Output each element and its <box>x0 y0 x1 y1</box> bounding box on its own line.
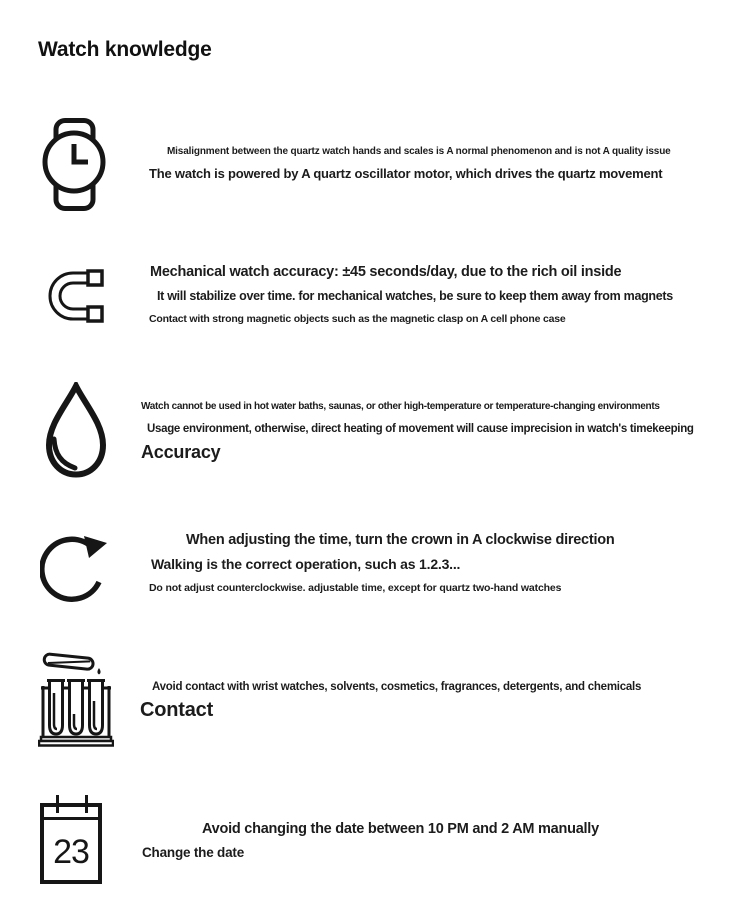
magnet-icon <box>45 265 107 327</box>
section-line: It will stabilize over time. for mechanical watches, be sure to keep them away from magnets <box>157 289 673 303</box>
calendar-ring-icon <box>56 795 59 813</box>
wristwatch-icon <box>42 118 106 211</box>
section-line: Walking is the correct operation, such as 1.2.3... <box>151 556 461 572</box>
section-line: When adjusting the time, turn the crown in A clockwise direction <box>186 532 615 548</box>
section-line: Avoid contact with wrist watches, solvents, cosmetics, fragrances, detergents, and chemicals <box>152 681 642 693</box>
calendar-day-number: 23 <box>53 833 89 871</box>
calendar-icon <box>40 803 102 884</box>
calendar-ring-icon <box>85 795 88 813</box>
section-line: Usage environment, otherwise, direct heating of movement will cause imprecision in watch's timekeeping <box>147 423 694 435</box>
section-heading-accuracy: Accuracy <box>141 442 221 462</box>
section-line: Contact with strong magnetic objects such as the magnetic clasp on A cell phone case <box>149 313 566 325</box>
section-line: The watch is powered by A quartz oscillator motor, which drives the quartz movement <box>149 166 663 181</box>
section-line: Do not adjust counterclockwise. adjustable time, except for quartz two-hand watches <box>149 582 562 594</box>
section-line: Change the date <box>142 845 245 860</box>
section-line: Watch cannot be used in hot water baths, saunas, or other high-temperature or temperature-changing environments <box>141 401 660 412</box>
page-title: Watch knowledge <box>38 38 212 61</box>
section-heading-contact: Contact <box>140 699 214 721</box>
section-line: Misalignment between the quartz watch hands and scales is A normal phenomenon and is not A quality issue <box>167 146 671 157</box>
section-line: Avoid changing the date between 10 PM and 2 AM manually <box>202 821 599 837</box>
test-tubes-icon <box>38 648 114 748</box>
rotate-clockwise-icon <box>40 526 108 608</box>
calendar-header <box>44 807 98 820</box>
section-line: Mechanical watch accuracy: ±45 seconds/day, due to the rich oil inside <box>150 264 622 280</box>
water-drop-icon <box>42 382 110 479</box>
